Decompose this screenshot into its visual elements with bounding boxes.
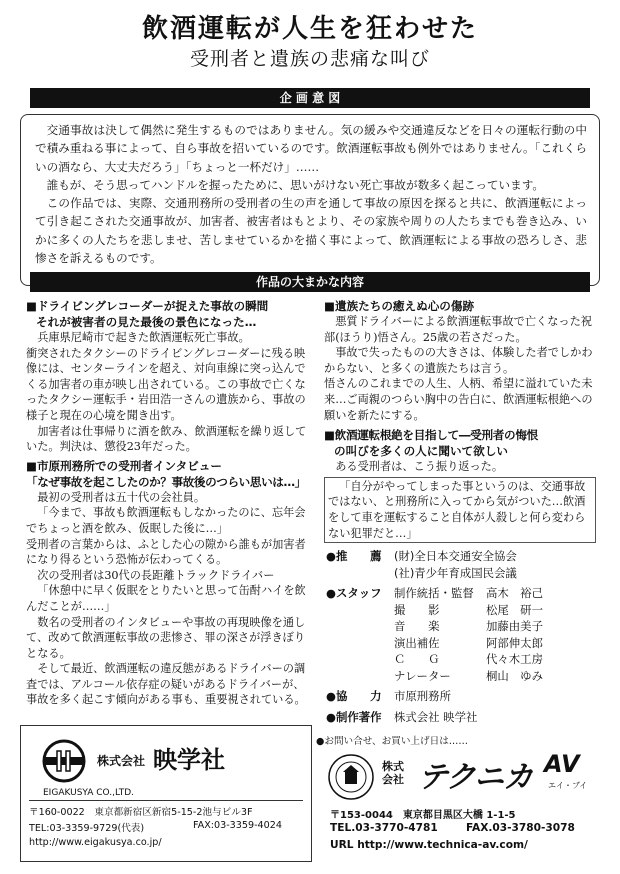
page-title: 飲酒運転が人生を狂わせた bbox=[141, 14, 478, 44]
section2-text-2: 受刑者の言葉からは、ふとした心の隙から誰もが加害者になり得るという恐怖が伝わってくる。 bbox=[26, 537, 306, 567]
technica-kana: エイ・ブイ bbox=[548, 781, 588, 790]
credits-recommend-row bbox=[326, 548, 598, 565]
technica-name: テクニカ bbox=[418, 760, 533, 795]
credits-producer: 株式会社 映学社 bbox=[394, 709, 478, 724]
section1-text-1: 兵庫県尼崎市で起きた飲酒運転死亡事故。 bbox=[37, 331, 250, 344]
eigakusya-fax: FAX:03-3359-4024 bbox=[193, 820, 282, 831]
intro-paragraph-2: 誰もが、そう思ってハンドルを握ったために、思いがけない死亡事故が数多く起こっています。 bbox=[46, 177, 544, 192]
section4-subheading: の叫びを多くの人に聞いて欲しい bbox=[334, 444, 508, 459]
staff-role: 音 楽 bbox=[394, 619, 440, 633]
credits-staff-row bbox=[326, 585, 598, 684]
staff-role: 制作統括・監督 bbox=[394, 586, 474, 600]
section3-heading: ■遺族たちの癒えぬ心の傷跡 bbox=[324, 299, 475, 313]
technica-tel: TEL.03-3770-4781 bbox=[330, 822, 438, 834]
left-column bbox=[26, 298, 312, 708]
section3-text-3: 悟さんのこれまでの人生、人柄、希望に溢れていた未来…ご両親のつらい胸中の告白に、飲酒運転根絶への願いを新たにする。 bbox=[324, 377, 593, 422]
staff-role: Ｃ Ｇ bbox=[394, 652, 440, 666]
eigakusya-logo-icon bbox=[41, 738, 87, 784]
staff-name: 高木 裕己 bbox=[486, 586, 543, 600]
credits-recommend-row-2 bbox=[326, 565, 598, 582]
staff-name: 阿部伸太郎 bbox=[486, 635, 543, 650]
intro-paragraph-1: 交通事故は決して偶然に発生するものではありません。気の緩みや交通違反などを日々の運転行動の中で積み重ねる事によって、自ら事故を招いているのです。飲酒運転事故も例外ではありません。「これくらいの酒なら、大丈夫だろう」「ちょっと一杯だけ」…… bbox=[35, 123, 587, 174]
credits-producer-row bbox=[326, 709, 598, 726]
staff-name: 加藤由美子 bbox=[486, 619, 543, 633]
credits-coop-row bbox=[326, 688, 598, 705]
section2-heading: ■市原刑務所での受刑者インタビュー bbox=[26, 458, 222, 473]
eigakusya-name-en: EIGAKUSYA CO.,LTD. bbox=[43, 788, 135, 798]
page-subtitle: 受刑者と遺族の悲痛な叫び bbox=[189, 48, 430, 70]
technica-prefix-2: 会社 bbox=[382, 773, 404, 786]
section4-quote: 「自分がやってしまった事というのは、交通事故ではない、と刑務所に入ってから気がついた…飲酒をして車を運転すること自体が人殺しと何ら変わらない犯罪だと…」 bbox=[324, 477, 596, 543]
section2-subheading: 「なぜ事故を起こしたのか？事故後のつらい思いは…」 bbox=[26, 474, 306, 489]
right-column bbox=[324, 298, 596, 543]
staff-name: 松尾 研一 bbox=[486, 602, 543, 617]
technica-av: AV bbox=[544, 750, 580, 778]
credits-coop-label: ●協 力 bbox=[326, 689, 382, 703]
section3-text-1: 悪質ドライバーによる飲酒運転事故で亡くなった祝部(ほうり)悟さん。25歳の若さだった。 bbox=[324, 315, 592, 344]
credits-coop: 市原刑務所 bbox=[394, 689, 451, 703]
eigakusya-address: 〒160-0022 東京都新宿区新宿5-15-2池与ビル3F bbox=[29, 807, 253, 818]
credits-producer-label: ●制作著作 bbox=[326, 709, 382, 724]
section2-text-3: 次の受刑者は30代の長距離トラックドライバー bbox=[37, 568, 275, 582]
section1-text-3: 加害者は仕事帰りに酒を飲み、飲酒運転を繰り返していた。判決は、懲役23年だった。 bbox=[26, 424, 307, 454]
inquiry-text: ●お問い合せ、お買い上げ日は…… bbox=[316, 736, 468, 747]
section1-text-2: 衝突されたタクシーのドライビングレコーダーに残る映像には、センターラインを超え、対向車線に突っ込んでくる加害者の車が映し出されている。この事故で亡くなったタクシー運転手・岩田浩一さんの遺族から、事故の様子と現在の心境を聞き出す。 bbox=[26, 346, 306, 422]
staff-role: ナレーター bbox=[394, 668, 451, 683]
technica-logo-icon bbox=[326, 752, 376, 802]
eigakusya-name: 映学社 bbox=[153, 746, 225, 774]
credits-recommend-2: (社)青少年育成国民会議 bbox=[394, 565, 517, 580]
section1-heading: ■ドライビングレコーダーが捉えた事故の瞬間 bbox=[26, 299, 269, 313]
credits-staff-label: ●スタッフ bbox=[326, 586, 382, 600]
content-banner: 作品の大まかな内容 bbox=[30, 272, 590, 292]
section4-text-1: ある受刑者は、こう振り返った。 bbox=[335, 460, 504, 474]
staff-name: 代々木工房 bbox=[486, 652, 543, 666]
credits-staff-list bbox=[394, 585, 543, 684]
staff-role: 演出補佐 bbox=[394, 635, 440, 650]
footer-eigakusya bbox=[20, 725, 312, 862]
credits-recommend-label: ●推 薦 bbox=[326, 549, 382, 563]
intro-paragraph-3: この作品では、実際、交通刑務所の受刑者の生の声を通して事故の原因を探ると共に、飲酒運転によって引き起こされた交通事故が、加害者、被害者はもとより、その家族や周りの人たちまでも巻き込み、いかに多くの人たちを悲しませ、苦しませているかを描く事によって、飲酒運転による事故の恐ろしさ、悲惨さを訴えるものです。 bbox=[35, 196, 587, 266]
credits bbox=[326, 548, 598, 725]
eigakusya-tel: TEL:03-3359-9729(代表) bbox=[29, 823, 145, 834]
intro-box bbox=[20, 114, 600, 286]
section4-heading: ■飲酒運転根絶を目指して―受刑者の悔恨 bbox=[324, 428, 538, 443]
technica-prefix-1: 株式 bbox=[382, 760, 404, 773]
technica-prefix bbox=[382, 760, 404, 786]
technica-address: 〒153-0044 東京都目黒区大橋 1-1-5 bbox=[330, 810, 516, 821]
credits-recommend-1: (財)全日本交通安全協会 bbox=[394, 549, 517, 563]
staff-role: 撮 影 bbox=[394, 602, 440, 617]
intro-banner: 企 画 意 図 bbox=[30, 88, 590, 108]
section2-text-4: 数名の受刑者のインタビューや事故の再現映像を通して、改めて飲酒運転事故の悲惨さ、罪の深さが浮きぼりとなる。 bbox=[26, 615, 306, 660]
technica-fax: FAX.03-3780-3078 bbox=[466, 822, 575, 834]
eigakusya-url[interactable]: http://www.eigakusya.co.jp/ bbox=[29, 837, 162, 848]
section3-text-2: 事故で失ったものの大きさは、体験した者でしかわからない、と多くの遺族たちは言う。 bbox=[324, 346, 593, 375]
section2-text-1: 最初の受刑者は五十代の会社員。 bbox=[37, 490, 206, 504]
section1-subheading: それが被害者の見た最後の景色になった… bbox=[36, 315, 257, 329]
section2-quote-1: 「今まで、事故も飲酒運転もしなかったのに、忘年会でちょっと酒を飲み、仮眠した後に…」 bbox=[26, 506, 306, 535]
section2-quote-2: 「休憩中に早く仮眠をとりたいと思って缶酎ハイを飲んだことが……」 bbox=[26, 584, 306, 613]
section2-text-5: そして最近、飲酒運転の違反態があるドライバーの調査では、アルコール依存症の疑いがあるドライバーが、事故を多く起こす傾向がある事も、重要視されている。 bbox=[26, 662, 306, 707]
staff-name: 桐山 ゆみ bbox=[486, 668, 543, 683]
technica-url[interactable]: URL http://www.technica-av.com/ bbox=[330, 839, 528, 851]
eigakusya-prefix: 株式会社 bbox=[97, 754, 146, 768]
footer-left-divider bbox=[29, 800, 303, 801]
